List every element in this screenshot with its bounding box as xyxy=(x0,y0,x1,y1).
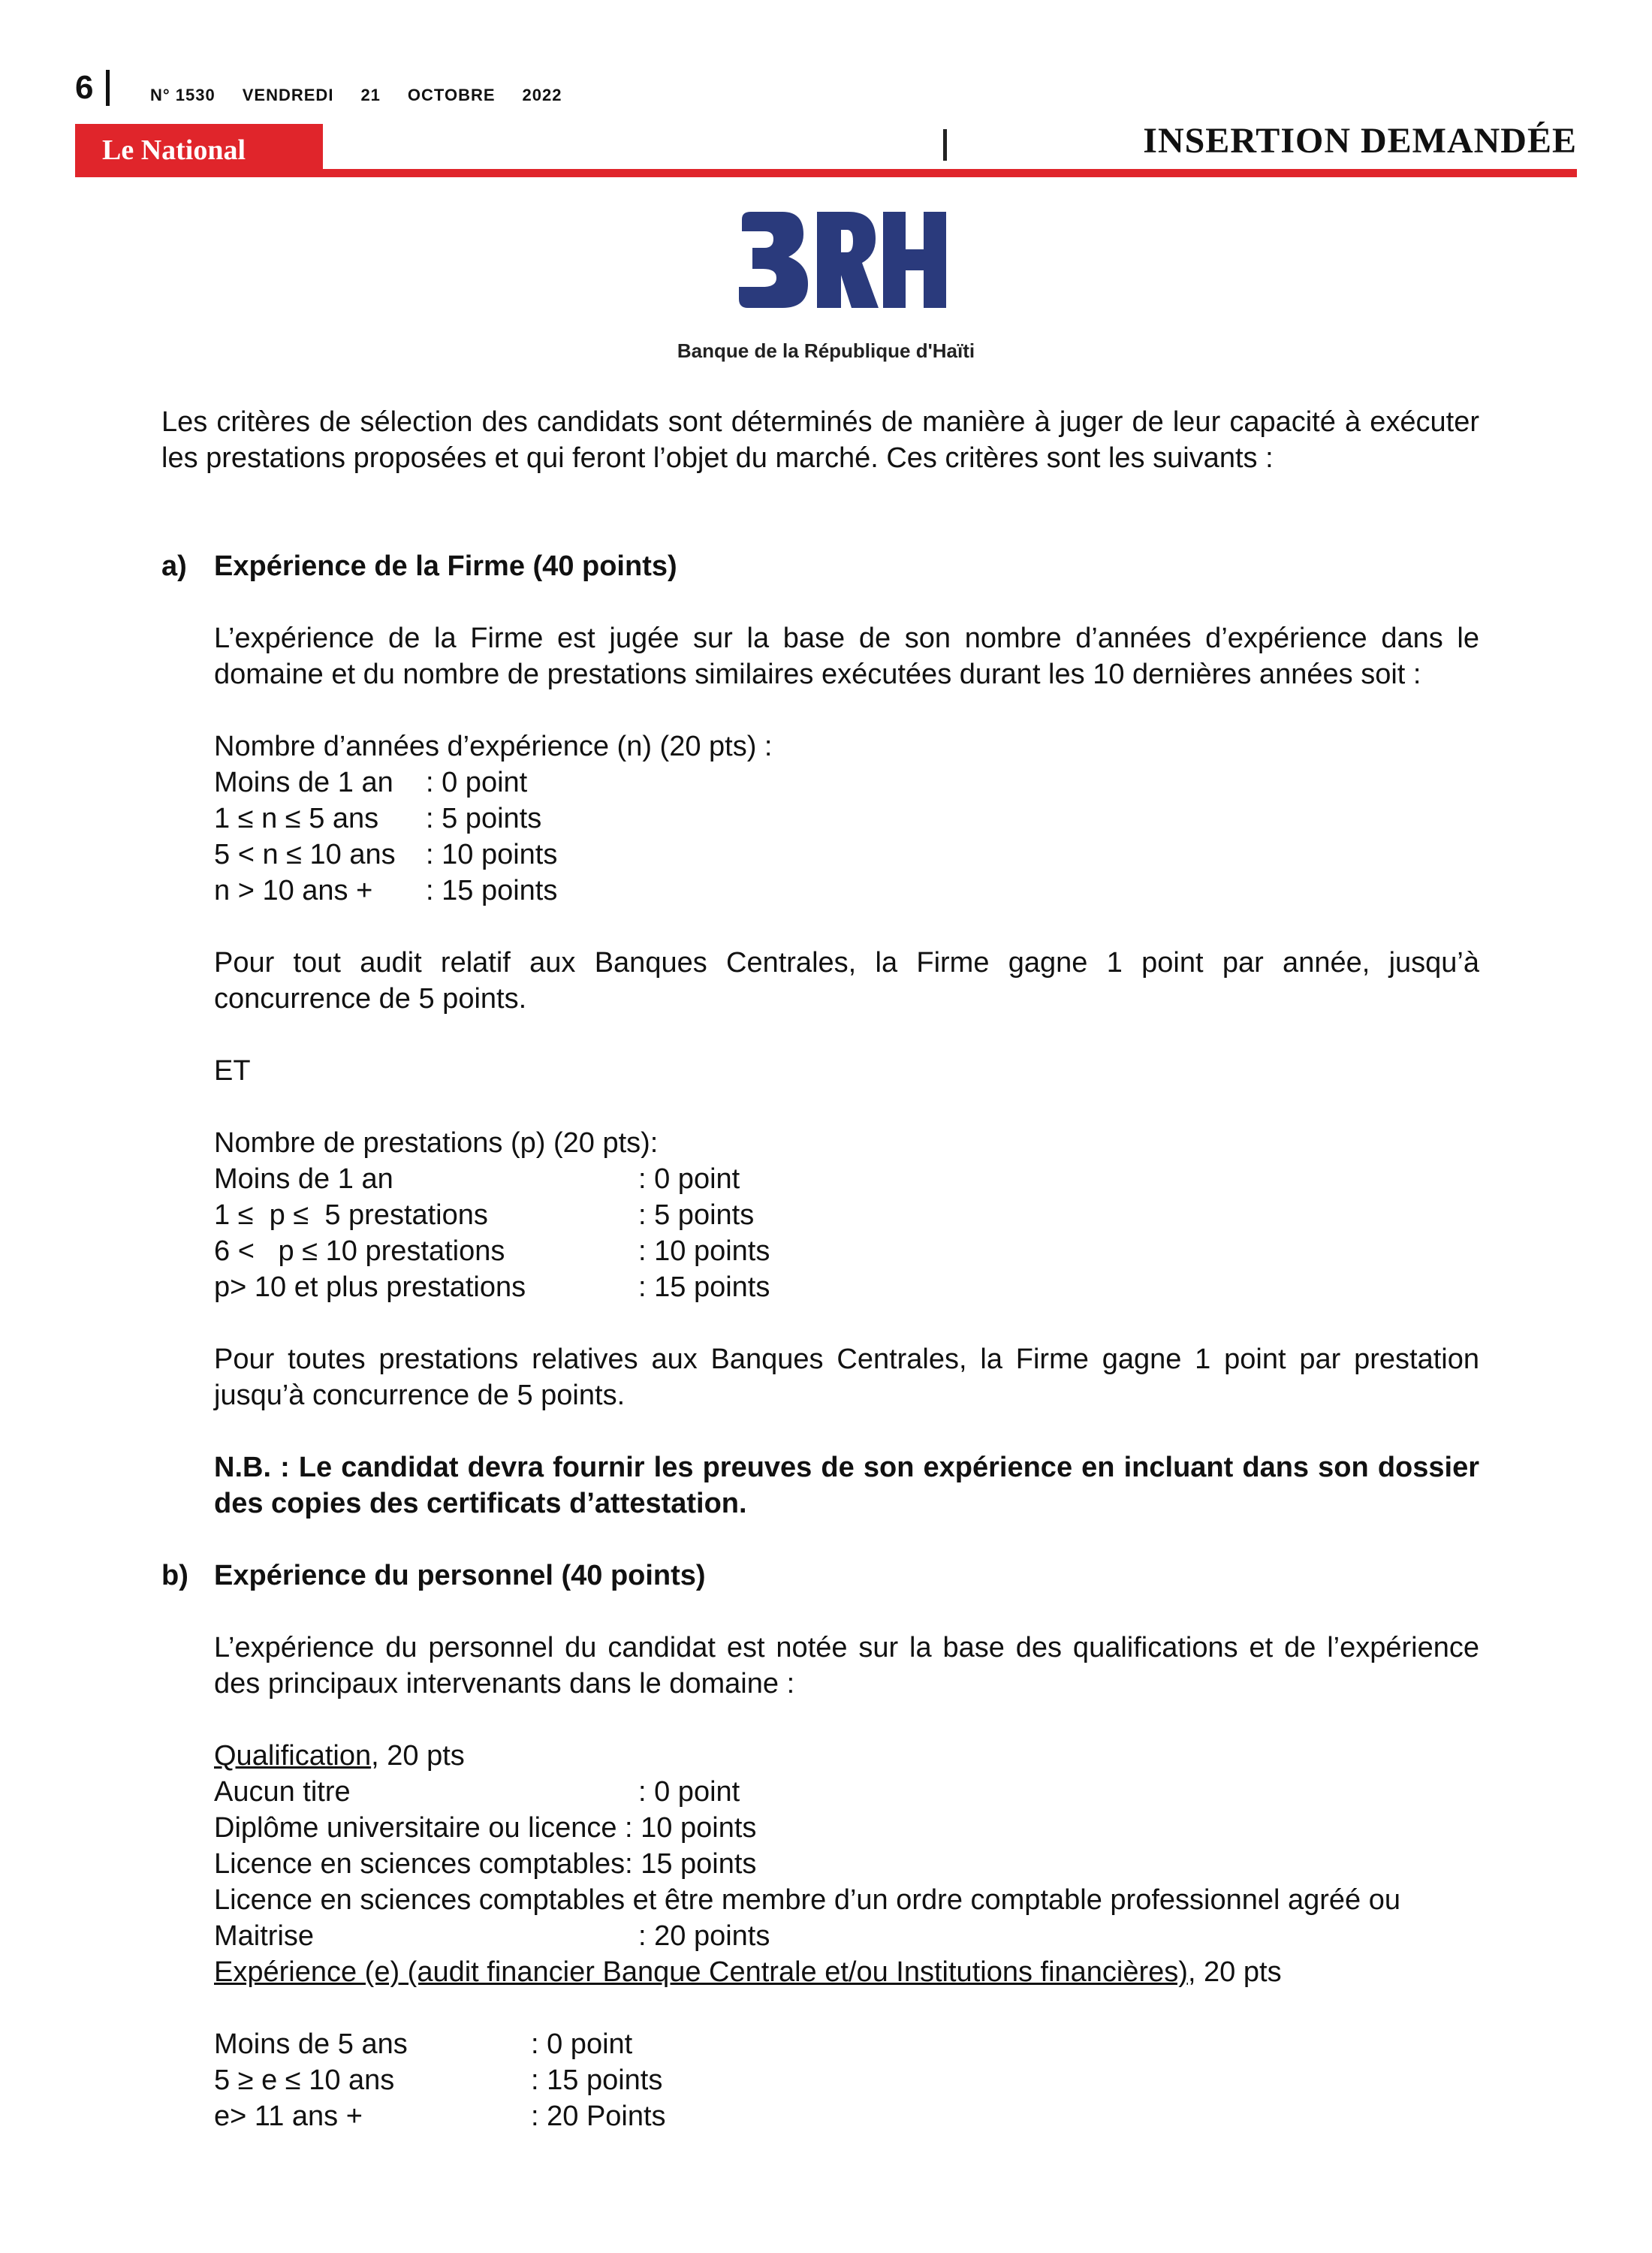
services-heading: Nombre de prestations (p) (20 pts): xyxy=(214,1127,659,1159)
experience-points: , 20 pts xyxy=(1187,1956,1282,1988)
list-item: 1 ≤ p ≤ 5 prestations : 5 points xyxy=(214,1199,755,1231)
list-item: Aucun titre : 0 point xyxy=(214,1776,740,1808)
section-b-body xyxy=(214,1630,1479,2134)
list-item: Maitrise : 20 points xyxy=(214,1920,770,1952)
list-item: 5 ≥ e ≤ 10 ans : 15 points xyxy=(214,2064,663,2096)
issue-year: 2022 xyxy=(522,86,562,104)
header-divider xyxy=(943,129,947,161)
issue-month: OCTOBRE xyxy=(407,86,496,104)
list-item: Moins de 5 ans : 0 point xyxy=(214,2028,633,2060)
list-item: Moins de 1 an : 0 point xyxy=(214,1163,740,1195)
section-b-label: b) xyxy=(161,1560,188,1591)
list-item: 1 ≤ n ≤ 5 ans : 5 points xyxy=(214,803,542,834)
membership-line: Licence en sciences comptables et être membre d’un ordre comptable professionnel agréé ou xyxy=(214,1884,1401,1916)
issue-day: VENDREDI xyxy=(242,86,334,104)
section-b-heading xyxy=(161,1558,1479,1594)
intro-paragraph: Les critères de sélection des candidats sont déterminés de manière à juger de leur capacité à exécuter les prestations proposées et qui feront l’objet du marché. Ces critères sont les suivants : xyxy=(161,406,1479,474)
list-item: Diplôme universitaire ou licence : 10 points xyxy=(214,1812,757,1844)
qualification-heading xyxy=(214,1738,1479,1774)
section-b-title: Expérience du personnel (40 points) xyxy=(214,1560,706,1591)
list-item: 6 < p ≤ 10 prestations : 10 points xyxy=(214,1235,770,1267)
qualification-title: Qualification xyxy=(214,1740,372,1772)
section-a-heading xyxy=(161,548,1479,584)
issue-date-day: 21 xyxy=(360,86,381,104)
list-item: e> 11 ans + : 20 Points xyxy=(214,2101,666,2132)
brh-logo xyxy=(698,203,954,323)
section-a-description: L’expérience de la Firme est jugée sur la base de son nombre d’années d’expérience dans le domaine et du nombre de prestations similaires exécutées durant les 10 dernières années soit : xyxy=(214,623,1479,690)
issue-number: N° 1530 xyxy=(150,86,216,104)
list-item: Moins de 1 an : 0 point xyxy=(214,767,528,798)
page-number: 6 xyxy=(75,69,94,106)
list-item: Licence en sciences comptables : 15 points xyxy=(214,1848,757,1880)
experience-heading xyxy=(214,1954,1479,1990)
list-item: 5 < n ≤ 10 ans : 10 points xyxy=(214,839,558,870)
list-item: p> 10 et plus prestations : 15 points xyxy=(214,1271,770,1303)
section-a-body xyxy=(214,620,1479,1522)
list-item: n > 10 ans + : 15 points xyxy=(214,875,558,906)
experience-title: Expérience (e) (audit financier Banque Centrale et/ou Institutions financières) xyxy=(214,1956,1188,1988)
years-heading: Nombre d’années d’expérience (n) (20 pts) : xyxy=(214,731,773,762)
central-bank-years-note: Pour tout audit relatif aux Banques Centrales, la Firme gagne 1 point par année, jusqu’à concurrence de 5 points. xyxy=(214,947,1479,1015)
issue-meta xyxy=(150,86,589,105)
et-separator: ET xyxy=(214,1055,251,1087)
page-number-separator xyxy=(106,70,110,106)
central-bank-services-note: Pour toutes prestations relatives aux Banques Centrales, la Firme gagne 1 point par prestation jusqu’à concurrence de 5 points. xyxy=(214,1344,1479,1411)
qualification-points: , 20 pts xyxy=(371,1740,465,1772)
section-b-description: L’expérience du personnel du candidat est notée sur la base des qualifications et de l’expérience des principaux intervenants dans le domaine : xyxy=(214,1632,1479,1700)
section-a-title: Expérience de la Firme (40 points) xyxy=(214,550,677,582)
document-body xyxy=(161,404,1479,2134)
logo-caption: Banque de la République d'Haïti xyxy=(677,339,975,362)
newspaper-brand: Le National xyxy=(102,134,246,166)
nb-note: N.B. : Le candidat devra fournir les preuves de son expérience en incluant dans son dossier des copies des certificats d’attestation. xyxy=(214,1452,1479,1519)
section-label: INSERTION DEMANDÉE xyxy=(1143,121,1577,161)
section-a-label: a) xyxy=(161,550,187,582)
